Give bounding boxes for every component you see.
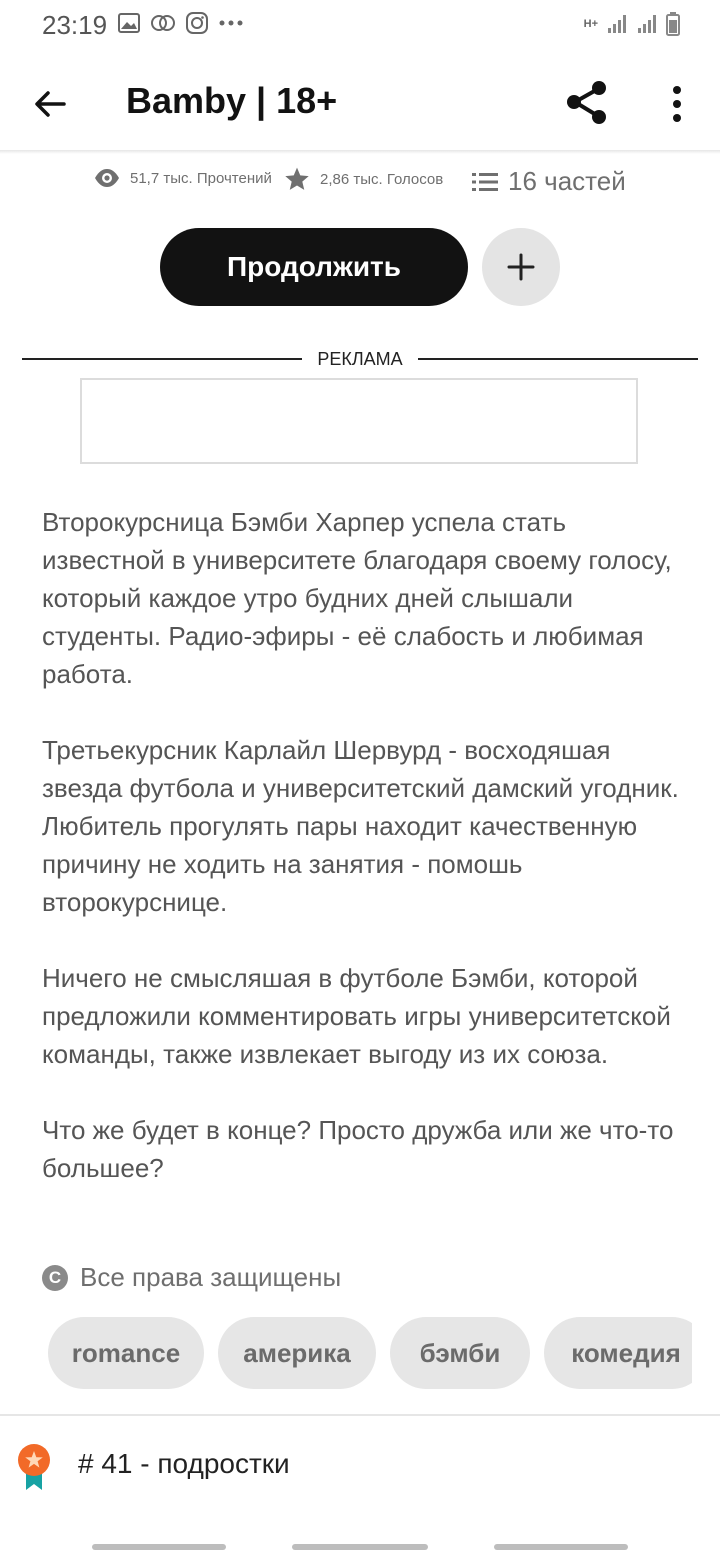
- copyright-notice: [42, 1262, 341, 1293]
- continue-reading-button[interactable]: Продолжить: [160, 228, 468, 306]
- link-icon: [150, 13, 176, 33]
- plus-icon: [506, 252, 536, 282]
- share-icon: [562, 78, 612, 128]
- votes-stat: [284, 166, 443, 192]
- status-system-icons: [584, 12, 680, 36]
- star-icon: [284, 166, 310, 192]
- ad-banner[interactable]: [80, 378, 638, 464]
- tag-chip[interactable]: америка: [218, 1317, 376, 1389]
- ad-label: РЕКЛАМА: [317, 349, 403, 369]
- section-divider: [0, 1414, 720, 1416]
- story-stats: [0, 164, 720, 204]
- eye-icon: [94, 168, 120, 188]
- add-to-library-button[interactable]: [482, 228, 560, 306]
- reads-count: 51,7 тыс. Прочтений: [130, 169, 272, 187]
- app-bar-shadow: [0, 150, 720, 154]
- nav-back-button[interactable]: [494, 1544, 628, 1550]
- signal-2-icon: [636, 13, 658, 35]
- copyright-text: Все права защищены: [80, 1262, 342, 1292]
- copyright-icon: C: [42, 1265, 68, 1291]
- status-bar: [0, 0, 720, 56]
- instagram-icon: [186, 12, 208, 34]
- share-button[interactable]: [562, 78, 612, 128]
- ranking-badge-icon: [16, 1442, 52, 1492]
- description-paragraph: Третьекурсник Карлайл Шервурд - восходяшая звезда футбола и университетский дамский угодник. Любитель прогулять пары находит качественную причину не ходить на занятия - помошь второкурснице.: [42, 735, 679, 917]
- status-notification-icons: [118, 12, 244, 34]
- ad-divider-left: [22, 358, 302, 360]
- ranking-row[interactable]: [0, 1436, 720, 1496]
- nav-home-button[interactable]: [292, 1544, 428, 1550]
- reads-stat: [94, 168, 272, 188]
- nav-recents-button[interactable]: [92, 1544, 226, 1550]
- ad-divider-right: [418, 358, 698, 360]
- signal-1-icon: [606, 13, 628, 35]
- story-description: [42, 503, 692, 1225]
- more-vertical-icon: [662, 82, 692, 126]
- app-bar: [0, 56, 720, 152]
- description-paragraph: Ничего не смысляшая в футболе Бэмби, которой предложили комментировать игры университетской команды, также извлекает выгоду из их союза.: [42, 963, 671, 1069]
- arrow-left-icon: [28, 82, 72, 126]
- more-options-button[interactable]: [662, 82, 692, 126]
- tag-chip[interactable]: комедия: [544, 1317, 692, 1389]
- votes-count: 2,86 тыс. Голосов: [320, 170, 444, 188]
- network-type-label: H+: [583, 18, 598, 30]
- parts-stat[interactable]: [472, 166, 626, 197]
- description-paragraph: Второкурсница Бэмби Харпер успела стать известной в университете благодаря своему голосу, который каждое утро будних дней слышали студенты. Радио-эфиры - её слабость и любимая работа.: [42, 507, 672, 689]
- battery-icon: [666, 12, 680, 36]
- back-button[interactable]: [28, 82, 72, 126]
- status-time: 23:19: [42, 10, 108, 40]
- tags-list: [48, 1317, 692, 1389]
- tag-chip[interactable]: бэмби: [390, 1317, 530, 1389]
- ranking-text: # 41 - подростки: [78, 1448, 290, 1479]
- list-icon: [472, 171, 498, 193]
- gallery-icon: [118, 13, 140, 33]
- parts-count: 16 частей: [508, 166, 626, 196]
- tag-chip[interactable]: romance: [48, 1317, 204, 1389]
- description-paragraph: Что же будет в конце? Просто дружба или же что-то большее?: [42, 1115, 674, 1183]
- system-navigation-bar: [0, 1520, 720, 1560]
- more-notifications-icon: [218, 19, 244, 27]
- story-title: Bamby | 18+: [126, 80, 338, 121]
